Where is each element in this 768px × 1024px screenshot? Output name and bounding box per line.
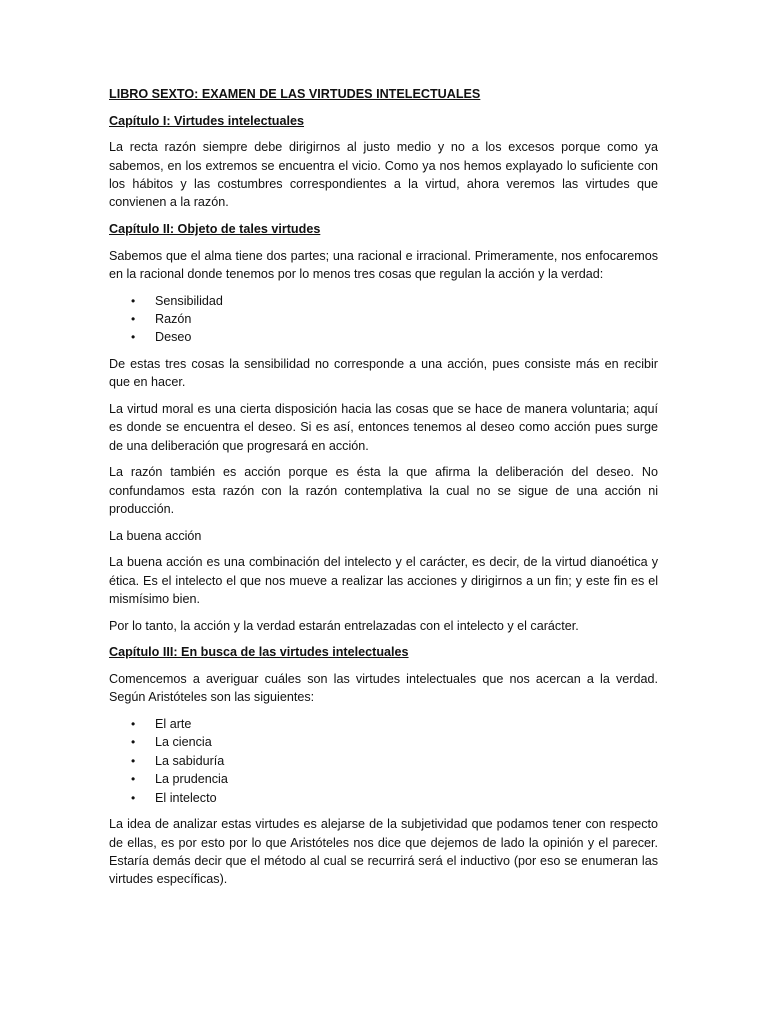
list-item-label: Sensibilidad [155, 293, 223, 308]
chapter-2-paragraph-5: La buena acción es una combinación del intelecto y el carácter, es decir, de la virtud dianoética y ética. Es el intelecto el que nos mueve a realizar las acciones y dirigirnos a un fin; y este fin es el mismísimo bien. [109, 555, 658, 607]
chapter-2-paragraph-3: La virtud moral es una cierta disposición hacia las cosas que se hace de manera voluntaria; aquí es donde se encuentra el deseo. Si es así, entonces tenemos al deseo como acción pues surge de una deliberación que progresará en acción. [109, 402, 658, 453]
list-item-label: Deseo [155, 330, 192, 345]
bullet-icon: • [131, 772, 136, 787]
bullet-icon: • [131, 790, 136, 805]
chapter-2-heading: Capítulo II: Objeto de tales virtudes [109, 222, 321, 236]
list-item-label: La ciencia [155, 735, 212, 750]
list-item [131, 328, 658, 346]
chapter-2-paragraph-1: Sabemos que el alma tiene dos partes; una racional e irracional. Primeramente, nos enfocaremos en la racional donde tenemos por lo menos tres cosas que regulan la acción y la verdad: [109, 248, 658, 281]
chapter-1-paragraph-1: La recta razón siempre debe dirigirnos al justo medio y no a los excesos porque como ya sabemos, en los extremos se encuentra el vicio. Como ya nos hemos explayado lo suficiente con los hábitos y las costumbres correspondientes a la virtud, ahora veremos las virtudes que convienen a la razón. [109, 140, 658, 210]
list-item [131, 733, 658, 751]
list-item [131, 292, 658, 310]
list-item-label: El arte [155, 717, 192, 731]
bullet-icon: • [131, 753, 136, 768]
document-title: LIBRO SEXTO: EXAMEN DE LAS VIRTUDES INTELECTUALES [109, 87, 481, 101]
chapter-2-paragraph-2: De estas tres cosas la sensibilidad no corresponde a una acción, pues consiste más en recibir que en hacer. [109, 357, 658, 390]
bullet-icon: • [131, 293, 136, 308]
chapter-2-paragraph-4: La razón también es acción porque es ésta la que afirma la deliberación del deseo. No confundamos esta razón con la razón contemplativa la cual no se sigue de una acción ni producción. [109, 465, 658, 517]
bullet-icon: • [131, 717, 136, 731]
chapter-3-paragraph-2: La idea de analizar estas virtudes es alejarse de la subjetividad que podamos tener con respecto de ellas, es por esto por lo que Aristóteles nos dice que dejemos de lado la opinión y el parecer. Estaría demás decir que el método al cual se recurrirá será el inductivo (por eso se enumeran las virtudes específicas). [109, 817, 658, 887]
list-item [131, 789, 658, 807]
list-item-label: El intelecto [155, 790, 217, 805]
chapter-2-paragraph-6: Por lo tanto, la acción y la verdad estarán entrelazadas con el intelecto y el carácter. [109, 618, 579, 633]
chapter-2-bullet-list [109, 292, 658, 347]
chapter-3-paragraph-1: Comencemos a averiguar cuáles son las virtudes intelectuales que nos acercan a la verdad. Según Aristóteles son las siguientes: [109, 672, 658, 705]
bullet-icon: • [131, 312, 136, 326]
list-item [131, 752, 658, 770]
chapter-3-heading: Capítulo III: En busca de las virtudes intelectuales [109, 645, 409, 660]
list-item-label: La sabiduría [155, 753, 225, 768]
list-item [131, 770, 658, 788]
bullet-icon: • [131, 330, 136, 345]
document-body [109, 85, 658, 897]
list-item [131, 715, 658, 733]
chapter-1-heading: Capítulo I: Virtudes intelectuales [109, 113, 305, 128]
chapter-3-bullet-list [109, 715, 658, 807]
list-item-label: La prudencia [155, 772, 228, 787]
list-item [131, 310, 658, 328]
chapter-2-subheading: La buena acción [109, 528, 202, 543]
list-item-label: Razón [155, 312, 192, 326]
bullet-icon: • [131, 735, 136, 750]
